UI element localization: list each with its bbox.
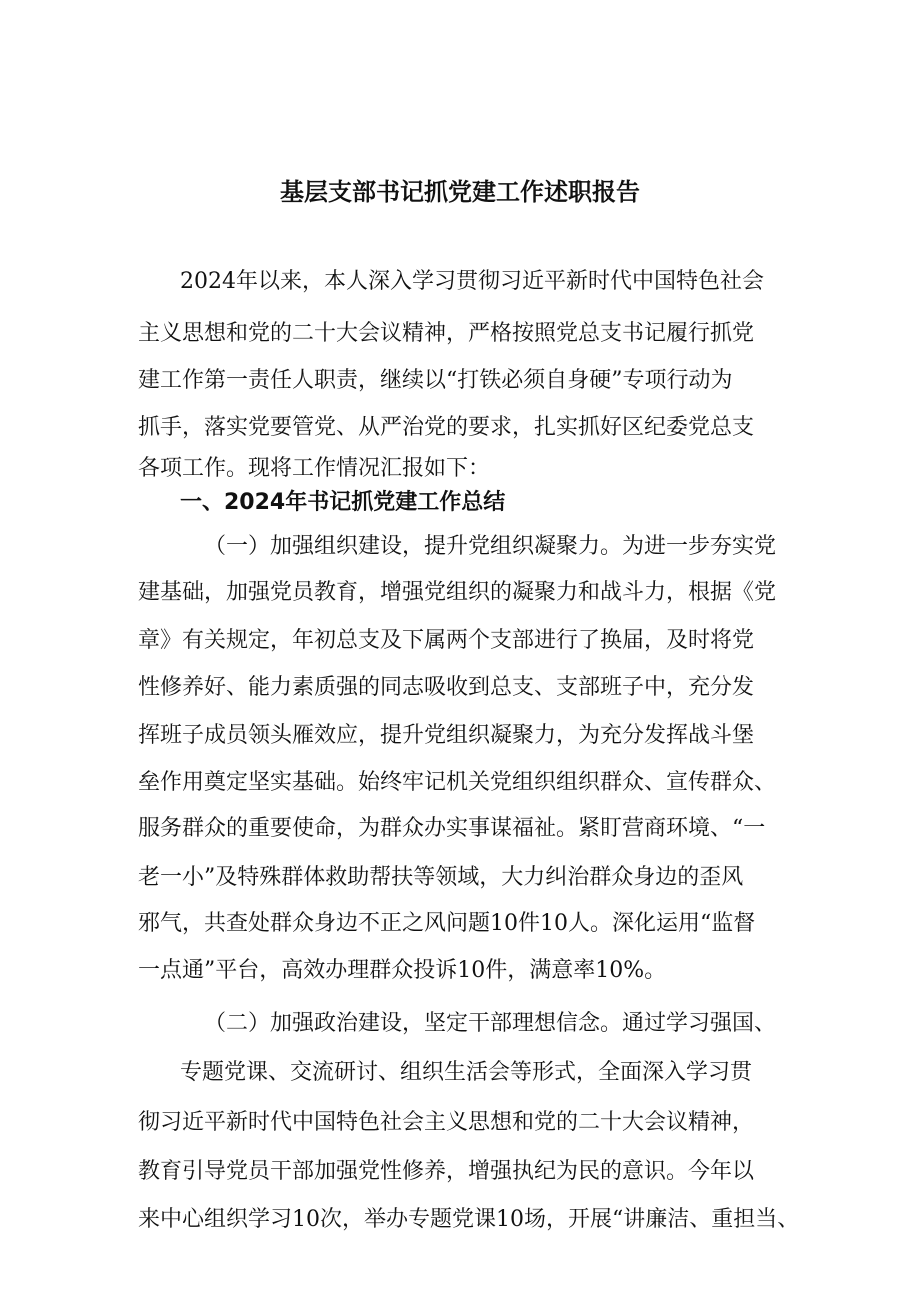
para1-line-9: 邪气，共查处群众身边不正之风问题10件10人。深化运用“监督 xyxy=(138,911,756,936)
para1-line-1: （一）加强组织建设，提升党组织凝聚力。为进一步夯实党 xyxy=(204,534,777,559)
intro-line-4: 抓手，落实党要管党、从严治党的要求，扎实抓好区纪委党总支 xyxy=(138,415,755,440)
para1-line-8: 老一小”及特殊群体救助帮扶等领域，大力纠治群众身边的歪风 xyxy=(138,865,744,890)
section-heading: 一、2024年书记抓党建工作总结 xyxy=(180,490,506,515)
para1-line-2: 建基础，加强党员教育，增强党组织的凝聚力和战斗力，根据《党 xyxy=(138,580,777,605)
para2-line-2: 专题党课、交流研讨、组织生活会等形式，全面深入学习贯 xyxy=(180,1060,753,1085)
intro-line-2: 主义思想和党的二十大会议精神，严格按照党总支书记履行抓党 xyxy=(138,321,755,346)
para1-line-7: 服务群众的重要使命，为群众办实事谋福祉。紧盯营商环境、“一 xyxy=(138,816,766,841)
para1-line-3: 章》有关规定，年初总支及下属两个支部进行了换届，及时将党 xyxy=(138,628,755,653)
para2-line-3: 彻习近平新时代中国特色社会主义思想和党的二十大会议精神， xyxy=(138,1110,755,1135)
para2-line-4: 教育引导党员干部加强党性修养，增强执纪为民的意识。今年以 xyxy=(138,1159,755,1184)
intro-line-3: 建工作第一责任人职责，继续以“打铁必须自身硬”专项行动为 xyxy=(138,368,733,393)
para1-line-4: 性修养好、能力素质强的同志吸收到总支、支部班子中，充分发 xyxy=(138,675,755,700)
para1-line-6: 垒作用奠定坚实基础。始终牢记机关党组织组织群众、宣传群众、 xyxy=(138,770,777,795)
para1-line-10: 一点通”平台，高效办理群众投诉10件，满意率10%。 xyxy=(138,958,667,983)
para2-line-1: （二）加强政治建设，坚定干部理想信念。通过学习强国、 xyxy=(204,1011,777,1036)
intro-line-1: 2024年以来，本人深入学习贯彻习近平新时代中国特色社会 xyxy=(180,269,764,294)
para1-line-5: 挥班子成员领头雁效应，提升党组织凝聚力，为充分发挥战斗堡 xyxy=(138,723,755,748)
document-title: 基层支部书记抓党建工作述职报告 xyxy=(280,178,640,206)
intro-line-5: 各项工作。现将工作情况汇报如下： xyxy=(138,456,491,481)
para2-line-5: 来中心组织学习10次，举办专题党课10场，开展“讲廉洁、重担当、 xyxy=(138,1207,800,1232)
